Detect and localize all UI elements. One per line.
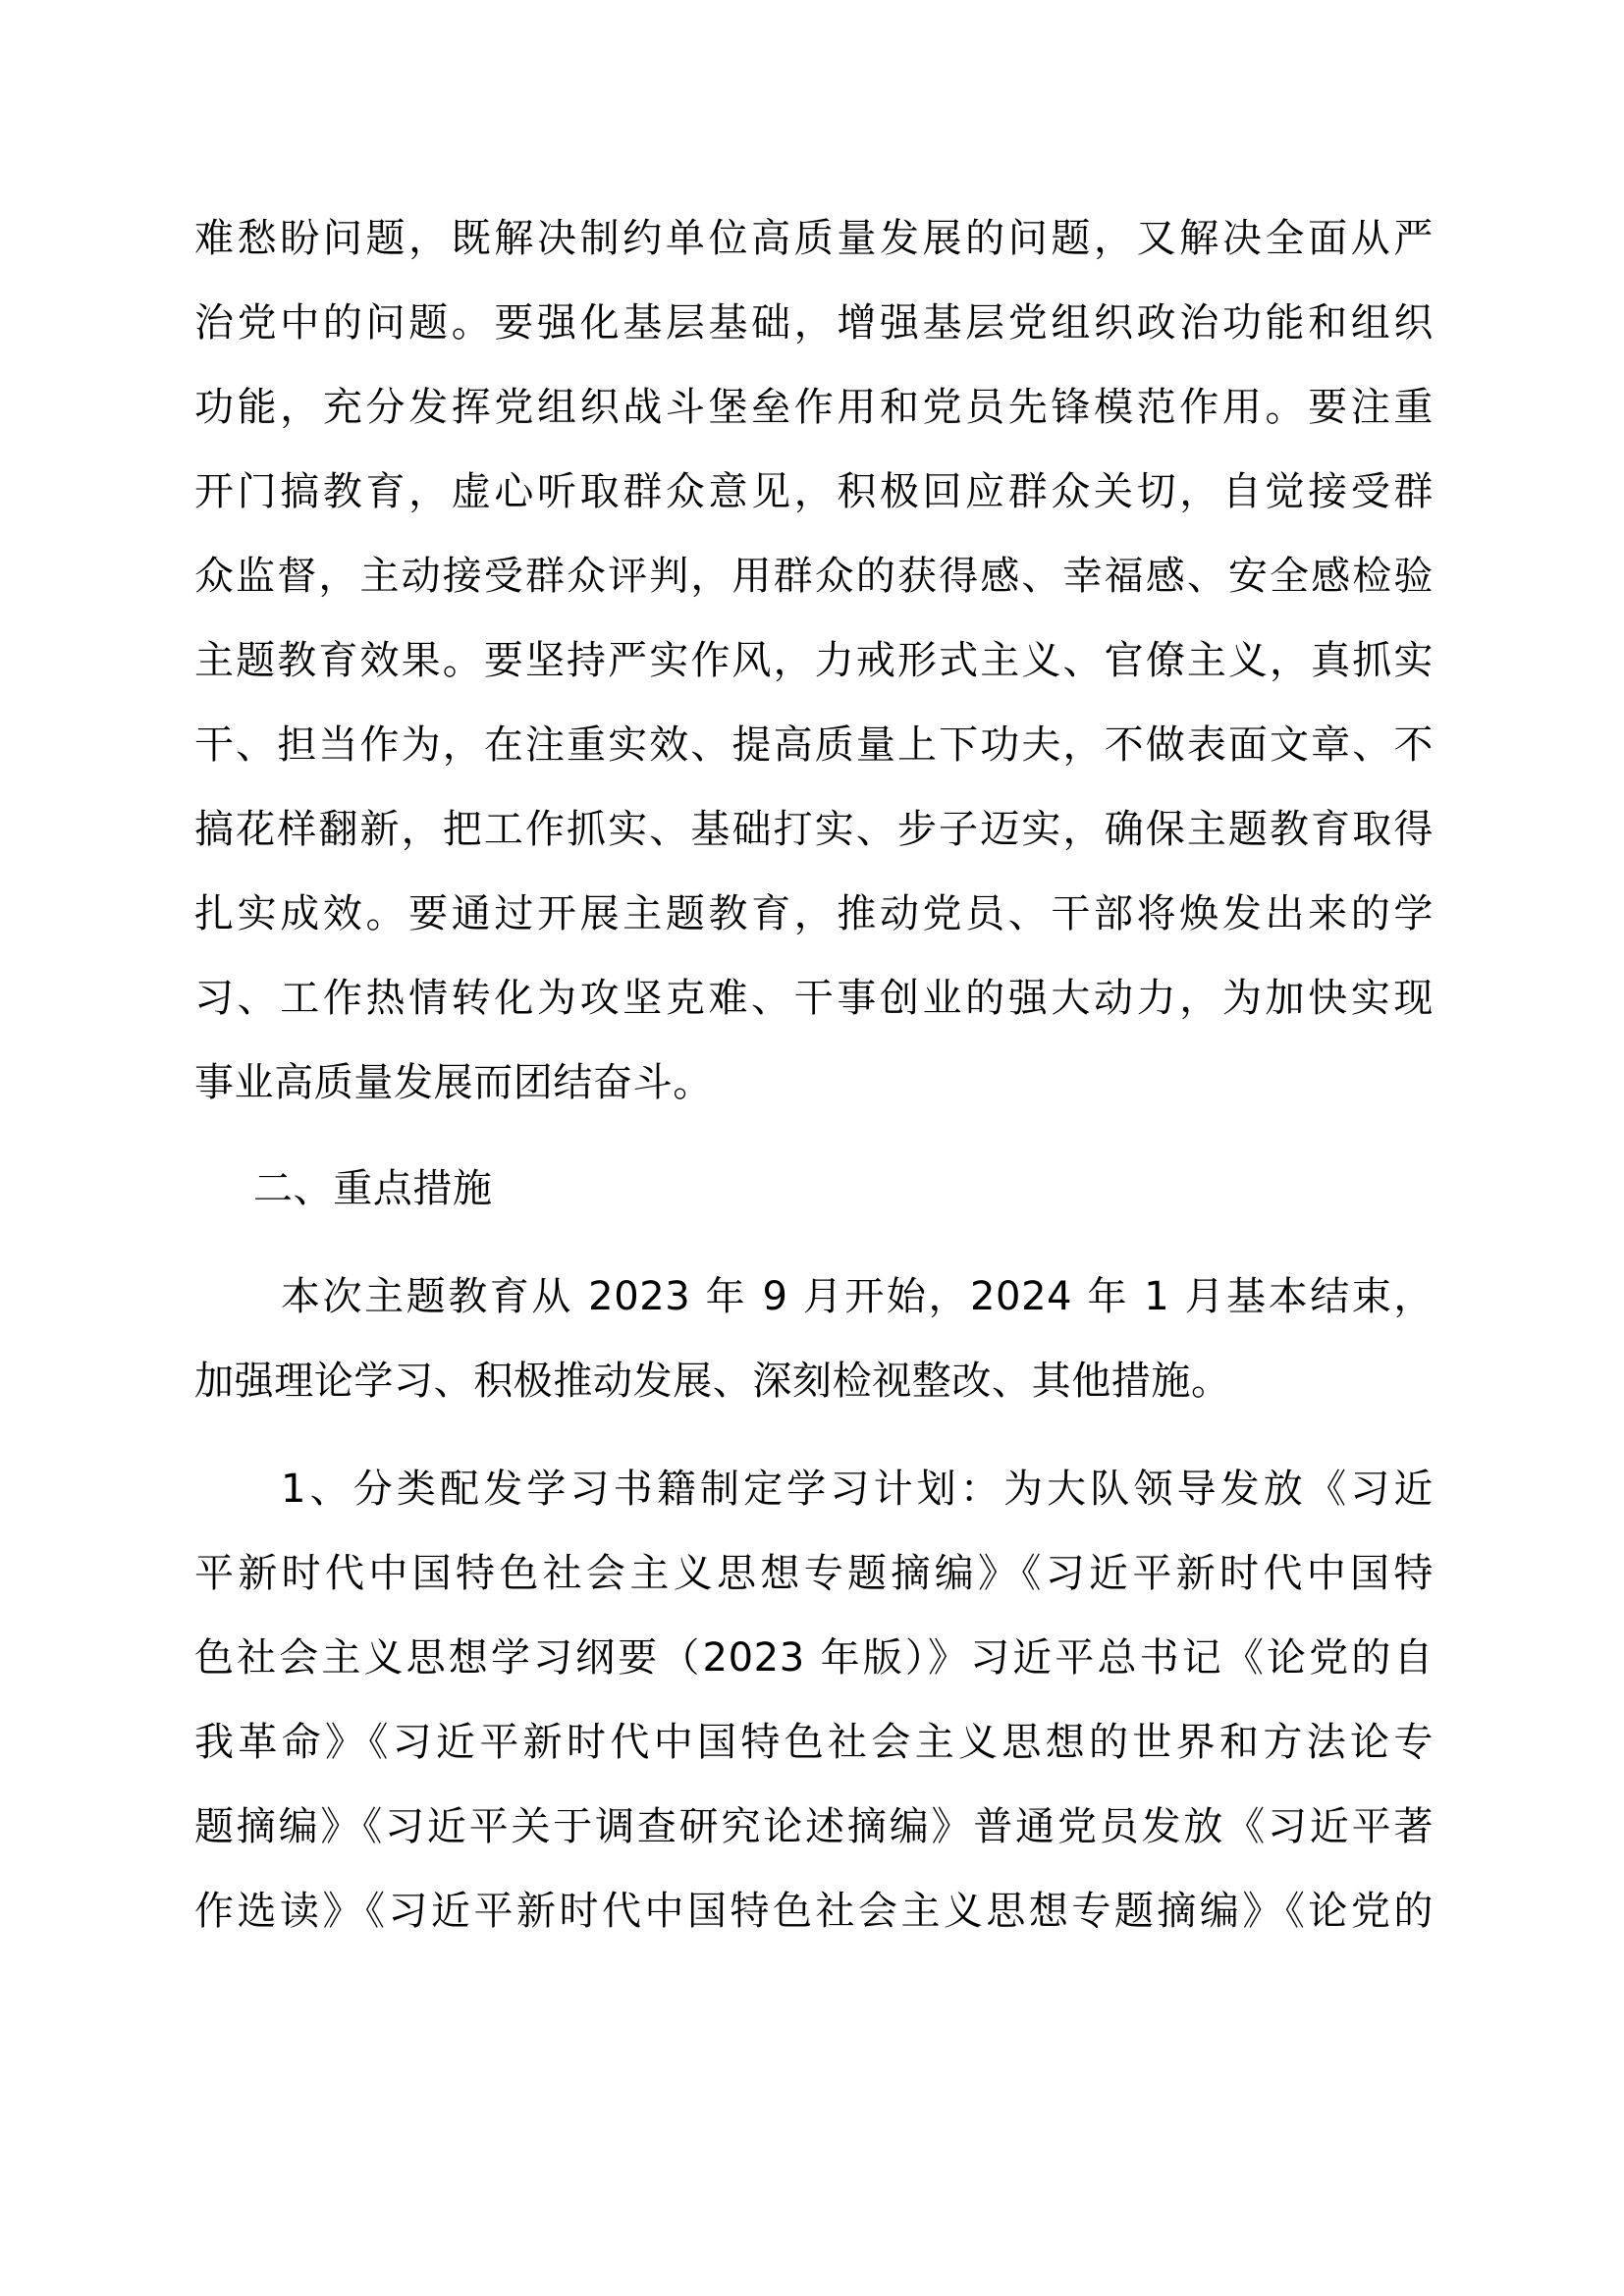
paragraph-line: 本次主题教育从 2023 年 9 月开始，2024 年 1 月基本结束，	[281, 1274, 1434, 1319]
paragraph-line: 平新时代中国特色社会主义思想专题摘编》《习近平新时代中国特	[194, 1551, 1434, 1596]
paragraph-line: 干、担当作为，在注重实效、提高质量上下功夫，不做表面文章、不	[194, 722, 1434, 768]
paragraph-line: 难愁盼问题，既解决制约单位高质量发展的问题，又解决全面从严	[194, 216, 1434, 261]
section-heading: 二、重点措施	[253, 1166, 493, 1211]
paragraph-line: 搞花样翻新，把工作抓实、基础打实、步子迈实，确保主题教育取得	[194, 807, 1434, 852]
paragraph-line: 扎实成效。要通过开展主题教育，推动党员、干部将焕发出来的学	[194, 891, 1434, 936]
paragraph-line: 色社会主义思想学习纲要（2023 年版）》习近平总书记《论党的自	[194, 1635, 1434, 1681]
paragraph-line: 众监督，主动接受群众评判，用群众的获得感、幸福感、安全感检验	[194, 554, 1434, 599]
paragraph-line: 1、分类配发学习书籍制定学习计划：为大队领导发放《习近	[281, 1467, 1434, 1512]
paragraph-line: 作选读》《习近平新时代中国特色社会主义思想专题摘编》《论党的	[194, 1889, 1434, 1934]
paragraph-line: 功能，充分发挥党组织战斗堡垒作用和党员先锋模范作用。要注重	[194, 385, 1434, 430]
paragraph-line: 开门搞教育，虚心听取群众意见，积极回应群众关切，自觉接受群	[194, 469, 1434, 514]
paragraph-line: 治党中的问题。要强化基层基础，增强基层党组织政治功能和组织	[194, 300, 1434, 346]
paragraph-line: 题摘编》《习近平关于调查研究论述摘编》普通党员发放《习近平著	[194, 1804, 1434, 1849]
paragraph-line: 我革命》《习近平新时代中国特色社会主义思想的世界和方法论专	[194, 1720, 1434, 1765]
paragraph-line: 事业高质量发展而团结奋斗。	[194, 1060, 713, 1105]
paragraph-line: 习、工作热情转化为攻坚克难、干事创业的强大动力，为加快实现	[194, 976, 1434, 1021]
paragraph-line: 加强理论学习、积极推动发展、深刻检视整改、其他措施。	[194, 1359, 1231, 1404]
paragraph-line: 主题教育效果。要坚持严实作风，力戒形式主义、官僚主义，真抓实	[194, 638, 1434, 683]
